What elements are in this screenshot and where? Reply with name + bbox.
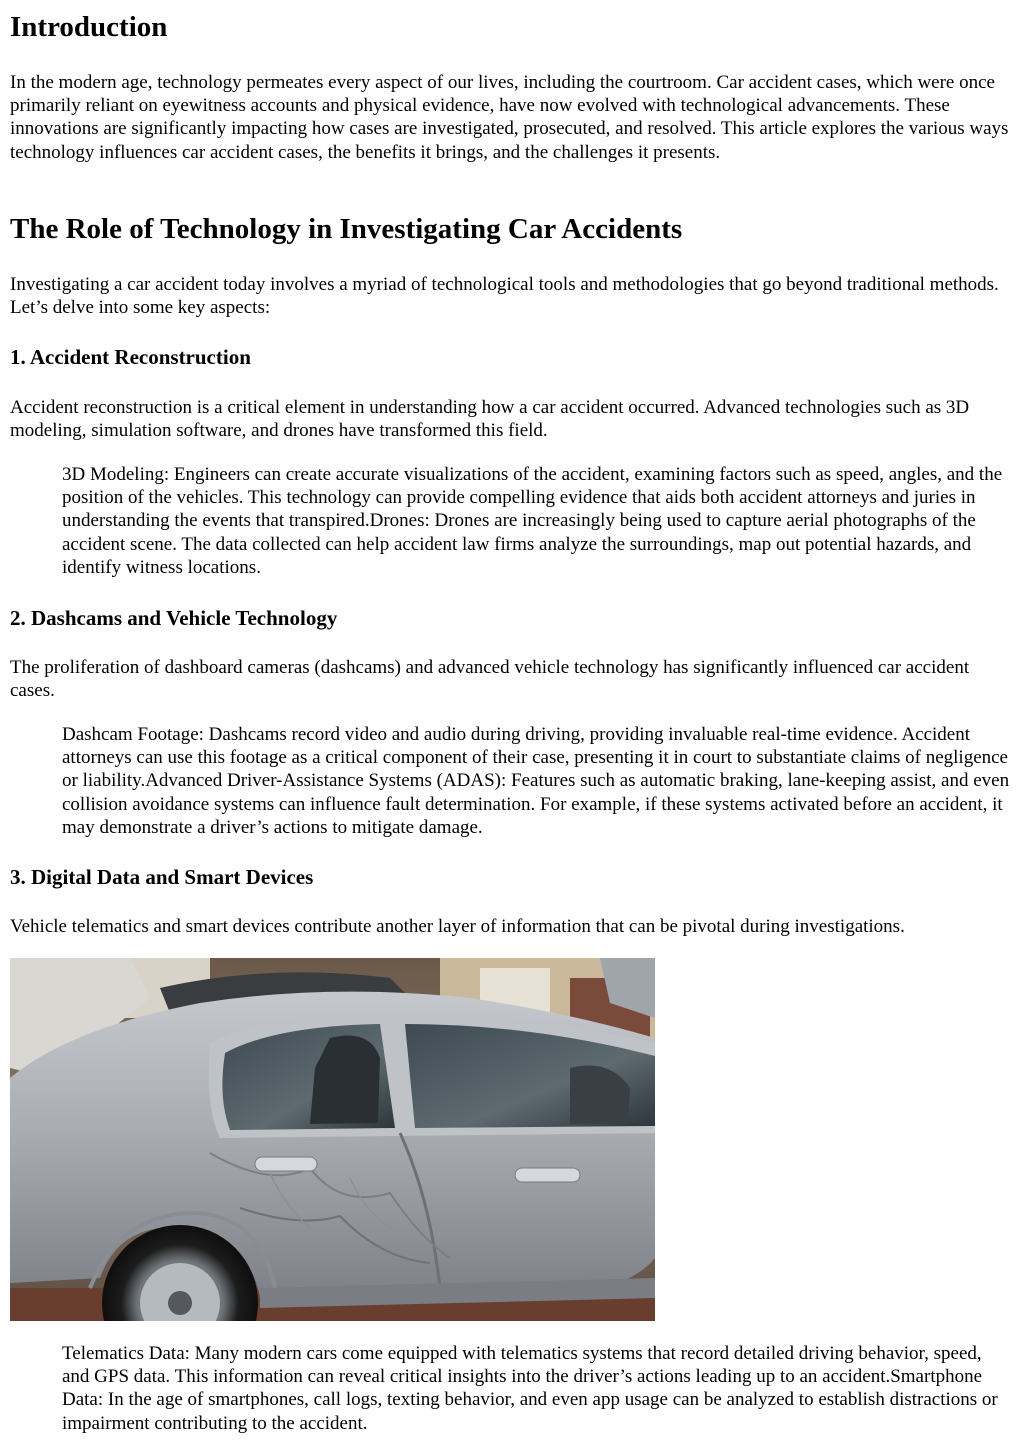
dashcams-quote: Dashcam Footage: Dashcams record video and audio during driving, providing invaluable real-time evidence. Accident attorneys can use this footage as a critical component of their case, presenting it in court to substantiate claims of negligence or liability.Advanced Driver-Assistance Systems (ADAS): Features such as automatic braking, lane-keeping assist, and even collision avoidance systems can influence fault determination. For example, if these systems activated before an accident, it may demonstrate a driver’s actions to mitigate damage. bbox=[62, 724, 1010, 838]
intro-paragraph: In the modern age, technology permeates every aspect of our lives, including the courtroom. Car accident cases, which were once primarily reliant on eyewitness accounts and physical evidence, have now evolved with technological advancements. These innovations are significantly impacting how cases are investigated, prosecuted, and resolved. This article explores the various ways technology influences car accident cases, the benefits it brings, and the challenges it presents. bbox=[10, 72, 1009, 163]
accident-reconstruction-paragraph: Accident reconstruction is a critical element in understanding how a car accident occurred. Advanced technologies such as 3D modeling, simulation software, and drones have transformed this field. bbox=[10, 397, 970, 442]
dashcams-heading: 2. Dashcams and Vehicle Technology bbox=[10, 606, 338, 630]
accident-reconstruction-heading: 1. Accident Reconstruction bbox=[10, 345, 251, 369]
damaged-car-photo bbox=[10, 958, 655, 1321]
digital-data-heading: 3. Digital Data and Smart Devices bbox=[10, 865, 314, 889]
role-paragraph: Investigating a car accident today involves a myriad of technological tools and methodologies that go beyond traditional methods. Let’s delve into some key aspects: bbox=[10, 274, 999, 319]
dashcams-paragraph: The proliferation of dashboard cameras (dashcams) and advanced vehicle technology has significantly influenced car accident cases. bbox=[10, 657, 970, 702]
intro-heading: Introduction bbox=[10, 11, 168, 43]
digital-data-quote: Telematics Data: Many modern cars come equipped with telematics systems that record detailed driving behavior, speed, and GPS data. This information can reveal critical insights into the driver’s actions leading up to an accident.Smartphone Data: In the age of smartphones, call logs, texting behavior, and even app usage can be analyzed to establish distractions or impairment contributing to the accident. bbox=[62, 1343, 998, 1434]
role-heading: The Role of Technology in Investigating Car Accidents bbox=[10, 213, 683, 245]
digital-data-paragraph: Vehicle telematics and smart devices contribute another layer of information that can be pivotal during investigations. bbox=[10, 916, 905, 937]
accident-reconstruction-quote: 3D Modeling: Engineers can create accurate visualizations of the accident, examining factors such as speed, angles, and the position of the vehicles. This technology can provide compelling evidence that aids both accident attorneys and juries in understanding the events that transpired.Drones: Drones are increasingly being used to capture aerial photographs of the accident scene. The data collected can help accident law firms analyze the surroundings, map out potential hazards, and identify witness locations. bbox=[62, 464, 1003, 578]
damaged-car-illustration bbox=[10, 958, 655, 1321]
